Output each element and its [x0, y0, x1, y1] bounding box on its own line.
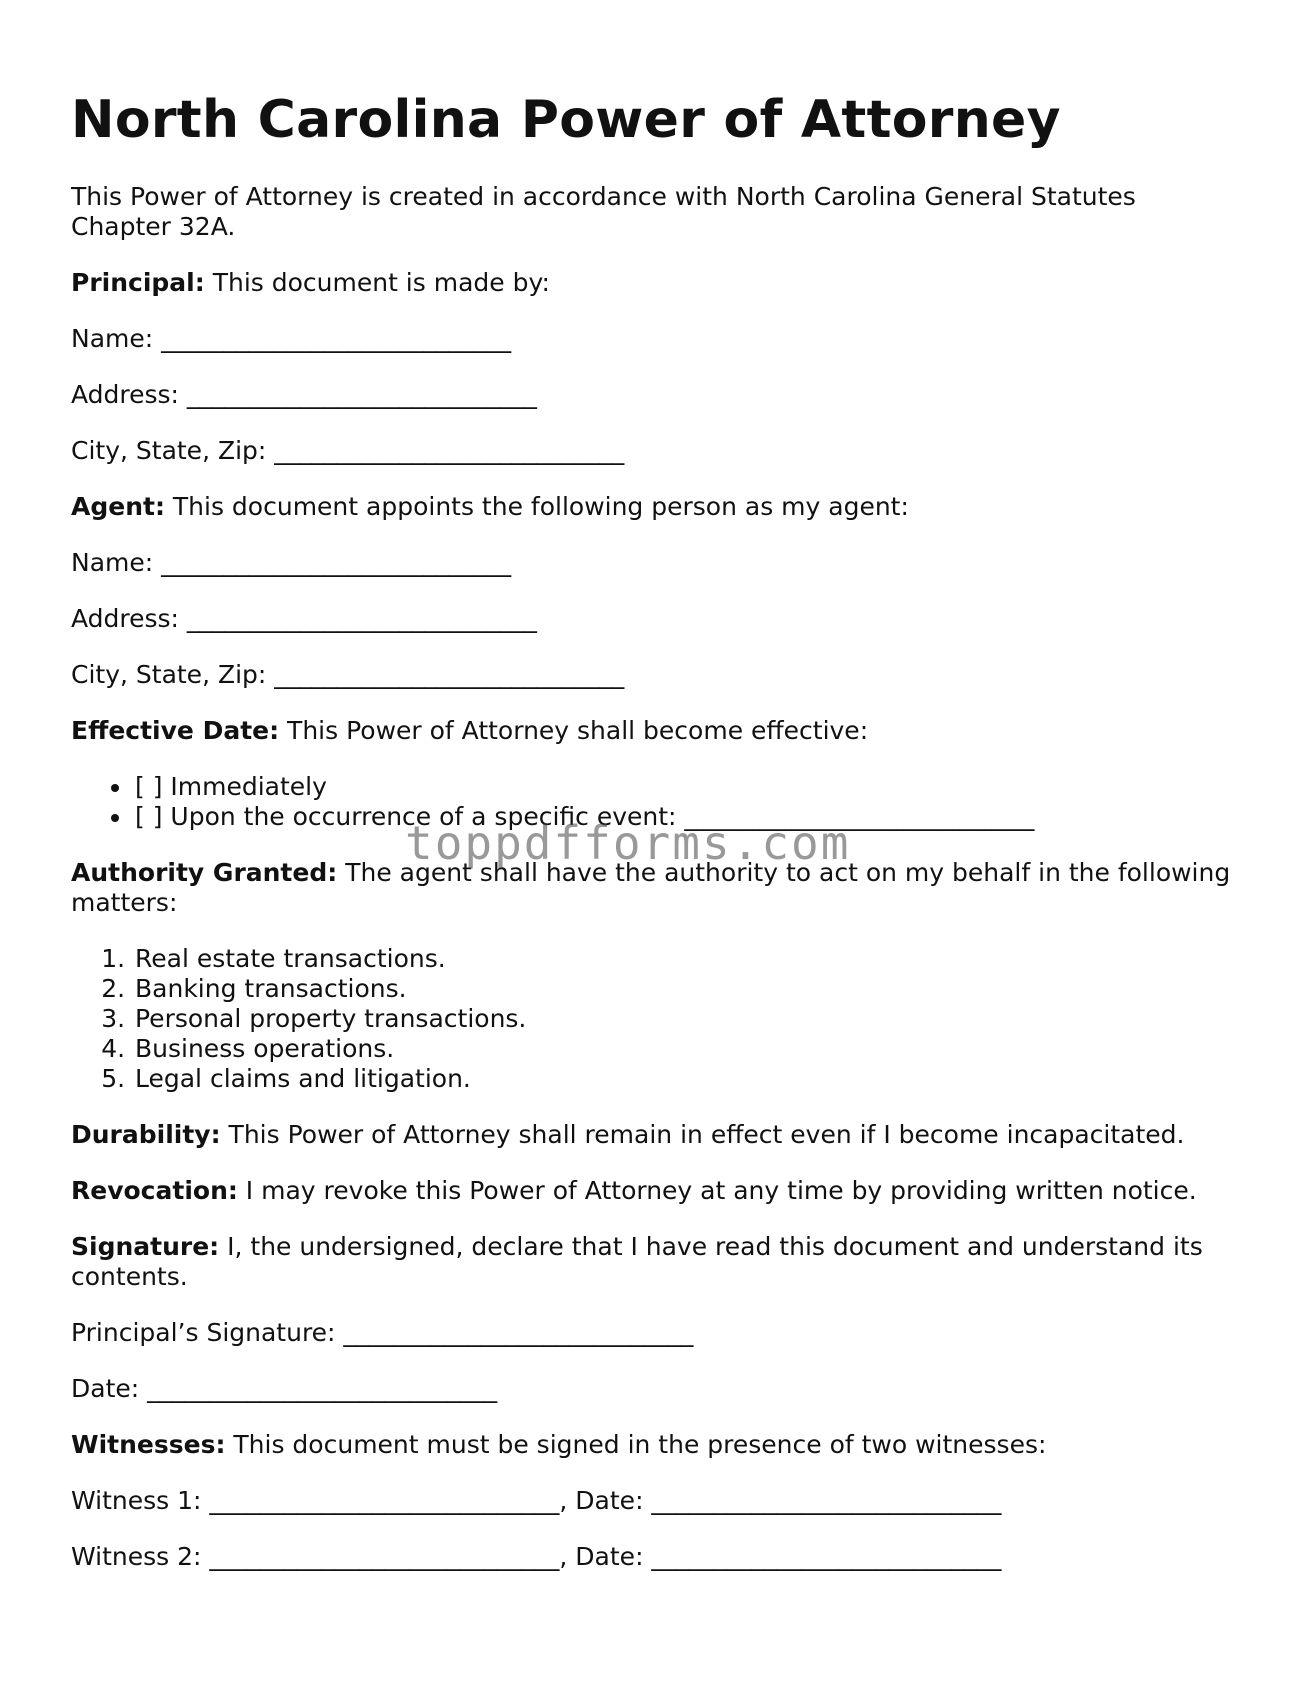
witness-1-field: Witness 1: ____________________________, Date: ____________________________ — [71, 1486, 1002, 1515]
revocation-heading: Revocation: — [71, 1176, 238, 1205]
principal-name-field: Name: ____________________________ — [71, 324, 512, 353]
agent-name-field: Name: ____________________________ — [71, 548, 512, 577]
intro-paragraph: This Power of Attorney is created in accordance with North Carolina General Statutes Chapter 32A. — [71, 182, 1136, 241]
principal-signature-field: Principal’s Signature: ____________________________ — [71, 1318, 694, 1347]
principal-heading: Principal: — [71, 268, 205, 297]
authority-heading: Authority Granted: — [71, 858, 338, 887]
effective-text: This Power of Attorney shall become effective: — [279, 716, 869, 745]
signature-section — [71, 1232, 1241, 1292]
list-item: 1. Real estate transactions. — [133, 944, 1241, 974]
principal-text: This document is made by: — [204, 268, 550, 297]
principal-address-field: Address: ____________________________ — [71, 380, 537, 409]
signature-text: I, the undersigned, declare that I have read this document and understand its contents. — [71, 1232, 1203, 1291]
witnesses-section — [71, 1430, 1241, 1460]
durability-text: This Power of Attorney shall remain in effect even if I become incapacitated. — [220, 1120, 1185, 1149]
signature-date-field: Date: ____________________________ — [71, 1374, 498, 1403]
agent-address-field: Address: ____________________________ — [71, 604, 537, 633]
agent-heading: Agent: — [71, 492, 165, 521]
revocation-text: I may revoke this Power of Attorney at any time by providing written notice. — [237, 1176, 1197, 1205]
agent-city-field: City, State, Zip: ____________________________ — [71, 660, 625, 689]
authority-list — [71, 944, 1241, 1094]
watermark: toppdfforms.com — [405, 816, 851, 870]
authority-text: The agent shall have the authority to act on my behalf in the following matters: — [71, 858, 1231, 917]
witnesses-heading: Witnesses: — [71, 1430, 226, 1459]
effective-section — [71, 716, 1241, 746]
witnesses-text: This document must be signed in the presence of two witnesses: — [225, 1430, 1047, 1459]
list-item: 4. Business operations. — [133, 1034, 1241, 1064]
principal-section — [71, 268, 1241, 298]
durability-section — [71, 1120, 1241, 1150]
list-item: 2. Banking transactions. — [133, 974, 1241, 1004]
list-item: 3. Personal property transactions. — [133, 1004, 1241, 1034]
list-item: 5. Legal claims and litigation. — [133, 1064, 1241, 1094]
durability-heading: Durability: — [71, 1120, 221, 1149]
witness-2-field: Witness 2: ____________________________, Date: ____________________________ — [71, 1542, 1002, 1571]
effective-heading: Effective Date: — [71, 716, 280, 745]
signature-heading: Signature: — [71, 1232, 220, 1261]
agent-section — [71, 492, 1241, 522]
effective-option-immediately: • [ ] Immediately — [133, 772, 1241, 802]
agent-text: This document appoints the following person as my agent: — [164, 492, 909, 521]
effective-option-event: • [ ] Upon the occurrence of a specific event: ____________________________ — [133, 802, 1241, 832]
principal-city-field: City, State, Zip: ____________________________ — [71, 436, 625, 465]
revocation-section — [71, 1176, 1241, 1206]
document-title: North Carolina Power of Attorney — [71, 90, 1061, 150]
